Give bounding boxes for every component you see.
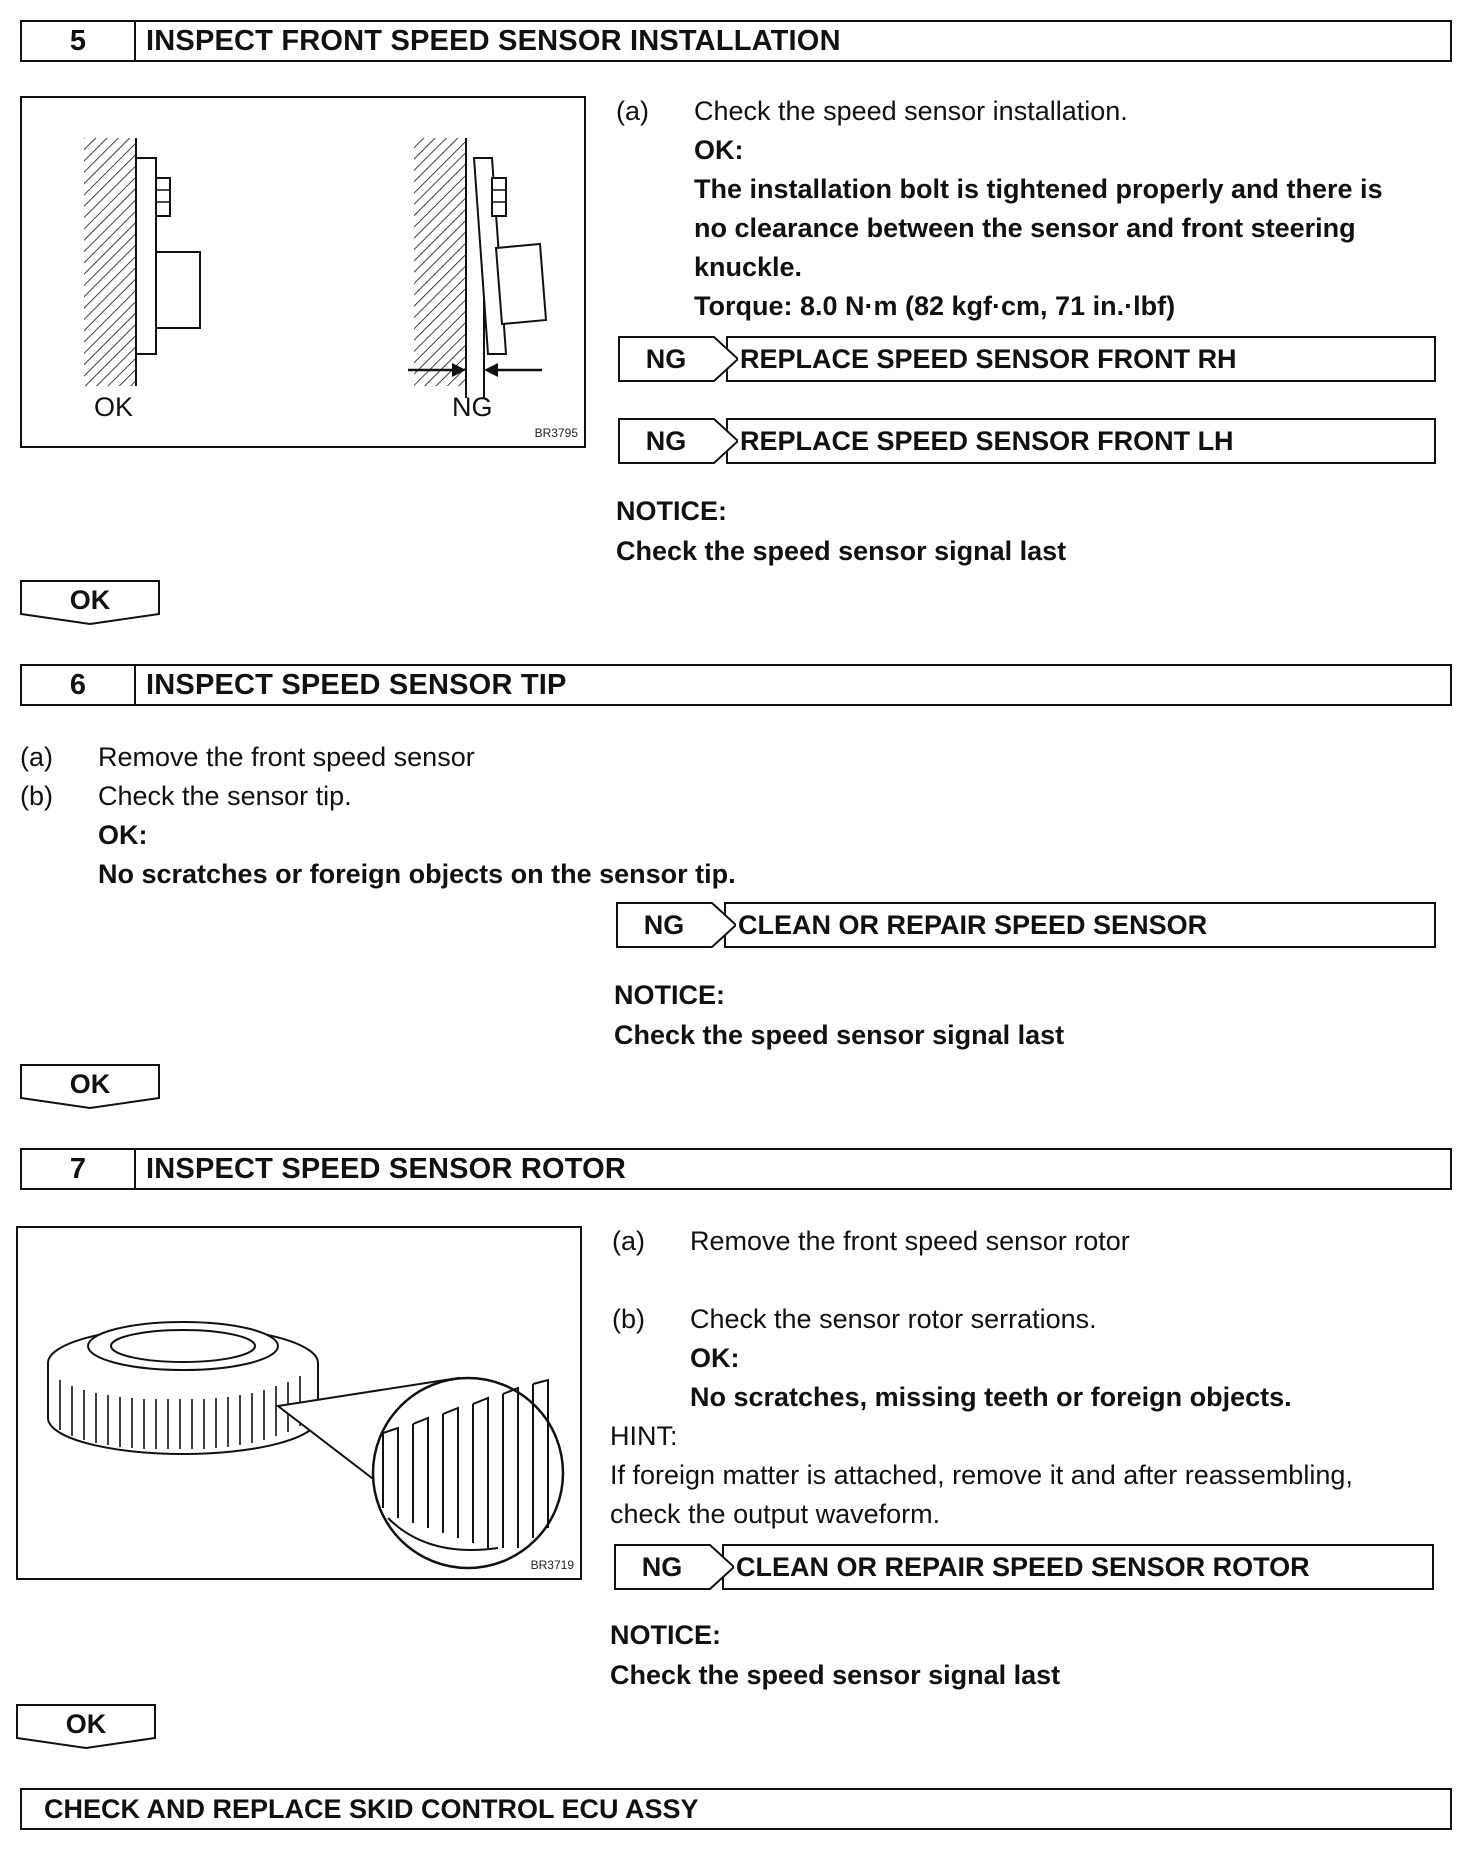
item-b-text: Check the sensor rotor serrations. [690, 1304, 1097, 1334]
step-7-header [20, 1148, 1452, 1190]
final-action-box: CHECK AND REPLACE SKID CONTROL ECU ASSY [20, 1788, 1452, 1830]
ng-action: REPLACE SPEED SENSOR FRONT RH [726, 336, 1436, 382]
figure-code: BR3719 [530, 1558, 574, 1572]
item-a-text: Remove the front speed sensor [98, 742, 475, 772]
figure-label-ng: NG [452, 392, 493, 422]
ok-criteria: No scratches or foreign objects on the sensor tip. [98, 859, 736, 889]
step-number: 7 [22, 1150, 136, 1188]
ok-tag: OK [16, 1704, 156, 1750]
item-b-marker: (b) [612, 1304, 645, 1334]
ng-result-lh [618, 418, 1436, 464]
ng-result [616, 902, 1436, 948]
notice-title: NOTICE: [614, 980, 725, 1010]
notice-title: NOTICE: [616, 496, 727, 526]
hint-text-line: check the output waveform. [610, 1499, 941, 1529]
item-a-text: Check the speed sensor installation. [694, 96, 1128, 126]
hint-title: HINT: [610, 1421, 678, 1451]
ok-label: OK: [690, 1343, 740, 1373]
ng-result [614, 1544, 1434, 1590]
item-a-text: Remove the front speed sensor rotor [690, 1226, 1130, 1256]
ng-tag: NG [618, 418, 738, 464]
ng-tag: NG [616, 902, 736, 948]
ok-criteria: No scratches, missing teeth or foreign objects. [690, 1382, 1292, 1412]
figure-label-ok: OK [94, 392, 134, 422]
notice-text: Check the speed sensor signal last [610, 1660, 1061, 1690]
item-a-marker: (a) [616, 96, 649, 126]
ok-label: OK: [98, 820, 148, 850]
figure-code: BR3795 [534, 426, 578, 440]
notice-text: Check the speed sensor signal last [614, 1020, 1065, 1050]
torque-spec: Torque: 8.0 N·m (82 kgf·cm, 71 in.·lbf) [694, 291, 1176, 321]
ok-criteria-line: no clearance between the sensor and front steering [694, 213, 1356, 243]
step-title: INSPECT FRONT SPEED SENSOR INSTALLATION [146, 24, 841, 57]
ng-action: REPLACE SPEED SENSOR FRONT LH [726, 418, 1436, 464]
item-a-marker: (a) [612, 1226, 645, 1256]
step-number: 5 [22, 22, 136, 60]
step-title: INSPECT SPEED SENSOR TIP [146, 668, 567, 701]
item-b-marker: (b) [20, 781, 53, 811]
ng-action: CLEAN OR REPAIR SPEED SENSOR ROTOR [722, 1544, 1434, 1590]
ok-tag: OK [20, 580, 160, 626]
ng-tag: NG [618, 336, 738, 382]
step-title: INSPECT SPEED SENSOR ROTOR [146, 1152, 627, 1185]
ok-tag: OK [20, 1064, 160, 1110]
item-b-text: Check the sensor tip. [98, 781, 352, 811]
step-5-header [20, 20, 1452, 62]
ng-result-rh [618, 336, 1436, 382]
ng-tag: NG [614, 1544, 734, 1590]
notice-text: Check the speed sensor signal last [616, 536, 1067, 566]
hint-text-line: If foreign matter is attached, remove it and after reassembling, [610, 1460, 1353, 1490]
step-6-header [20, 664, 1452, 706]
rotor-diagram [18, 1228, 580, 1578]
ok-criteria-line: The installation bolt is tightened properly and there is [694, 174, 1383, 204]
ok-label: OK: [694, 135, 744, 165]
ok-criteria-line: knuckle. [694, 252, 803, 282]
step-number: 6 [22, 666, 136, 704]
item-a-marker: (a) [20, 742, 53, 772]
sensor-installation-figure [20, 96, 586, 448]
notice-title: NOTICE: [610, 1620, 721, 1650]
rotor-figure [16, 1226, 582, 1580]
ng-action: CLEAN OR REPAIR SPEED SENSOR [724, 902, 1436, 948]
